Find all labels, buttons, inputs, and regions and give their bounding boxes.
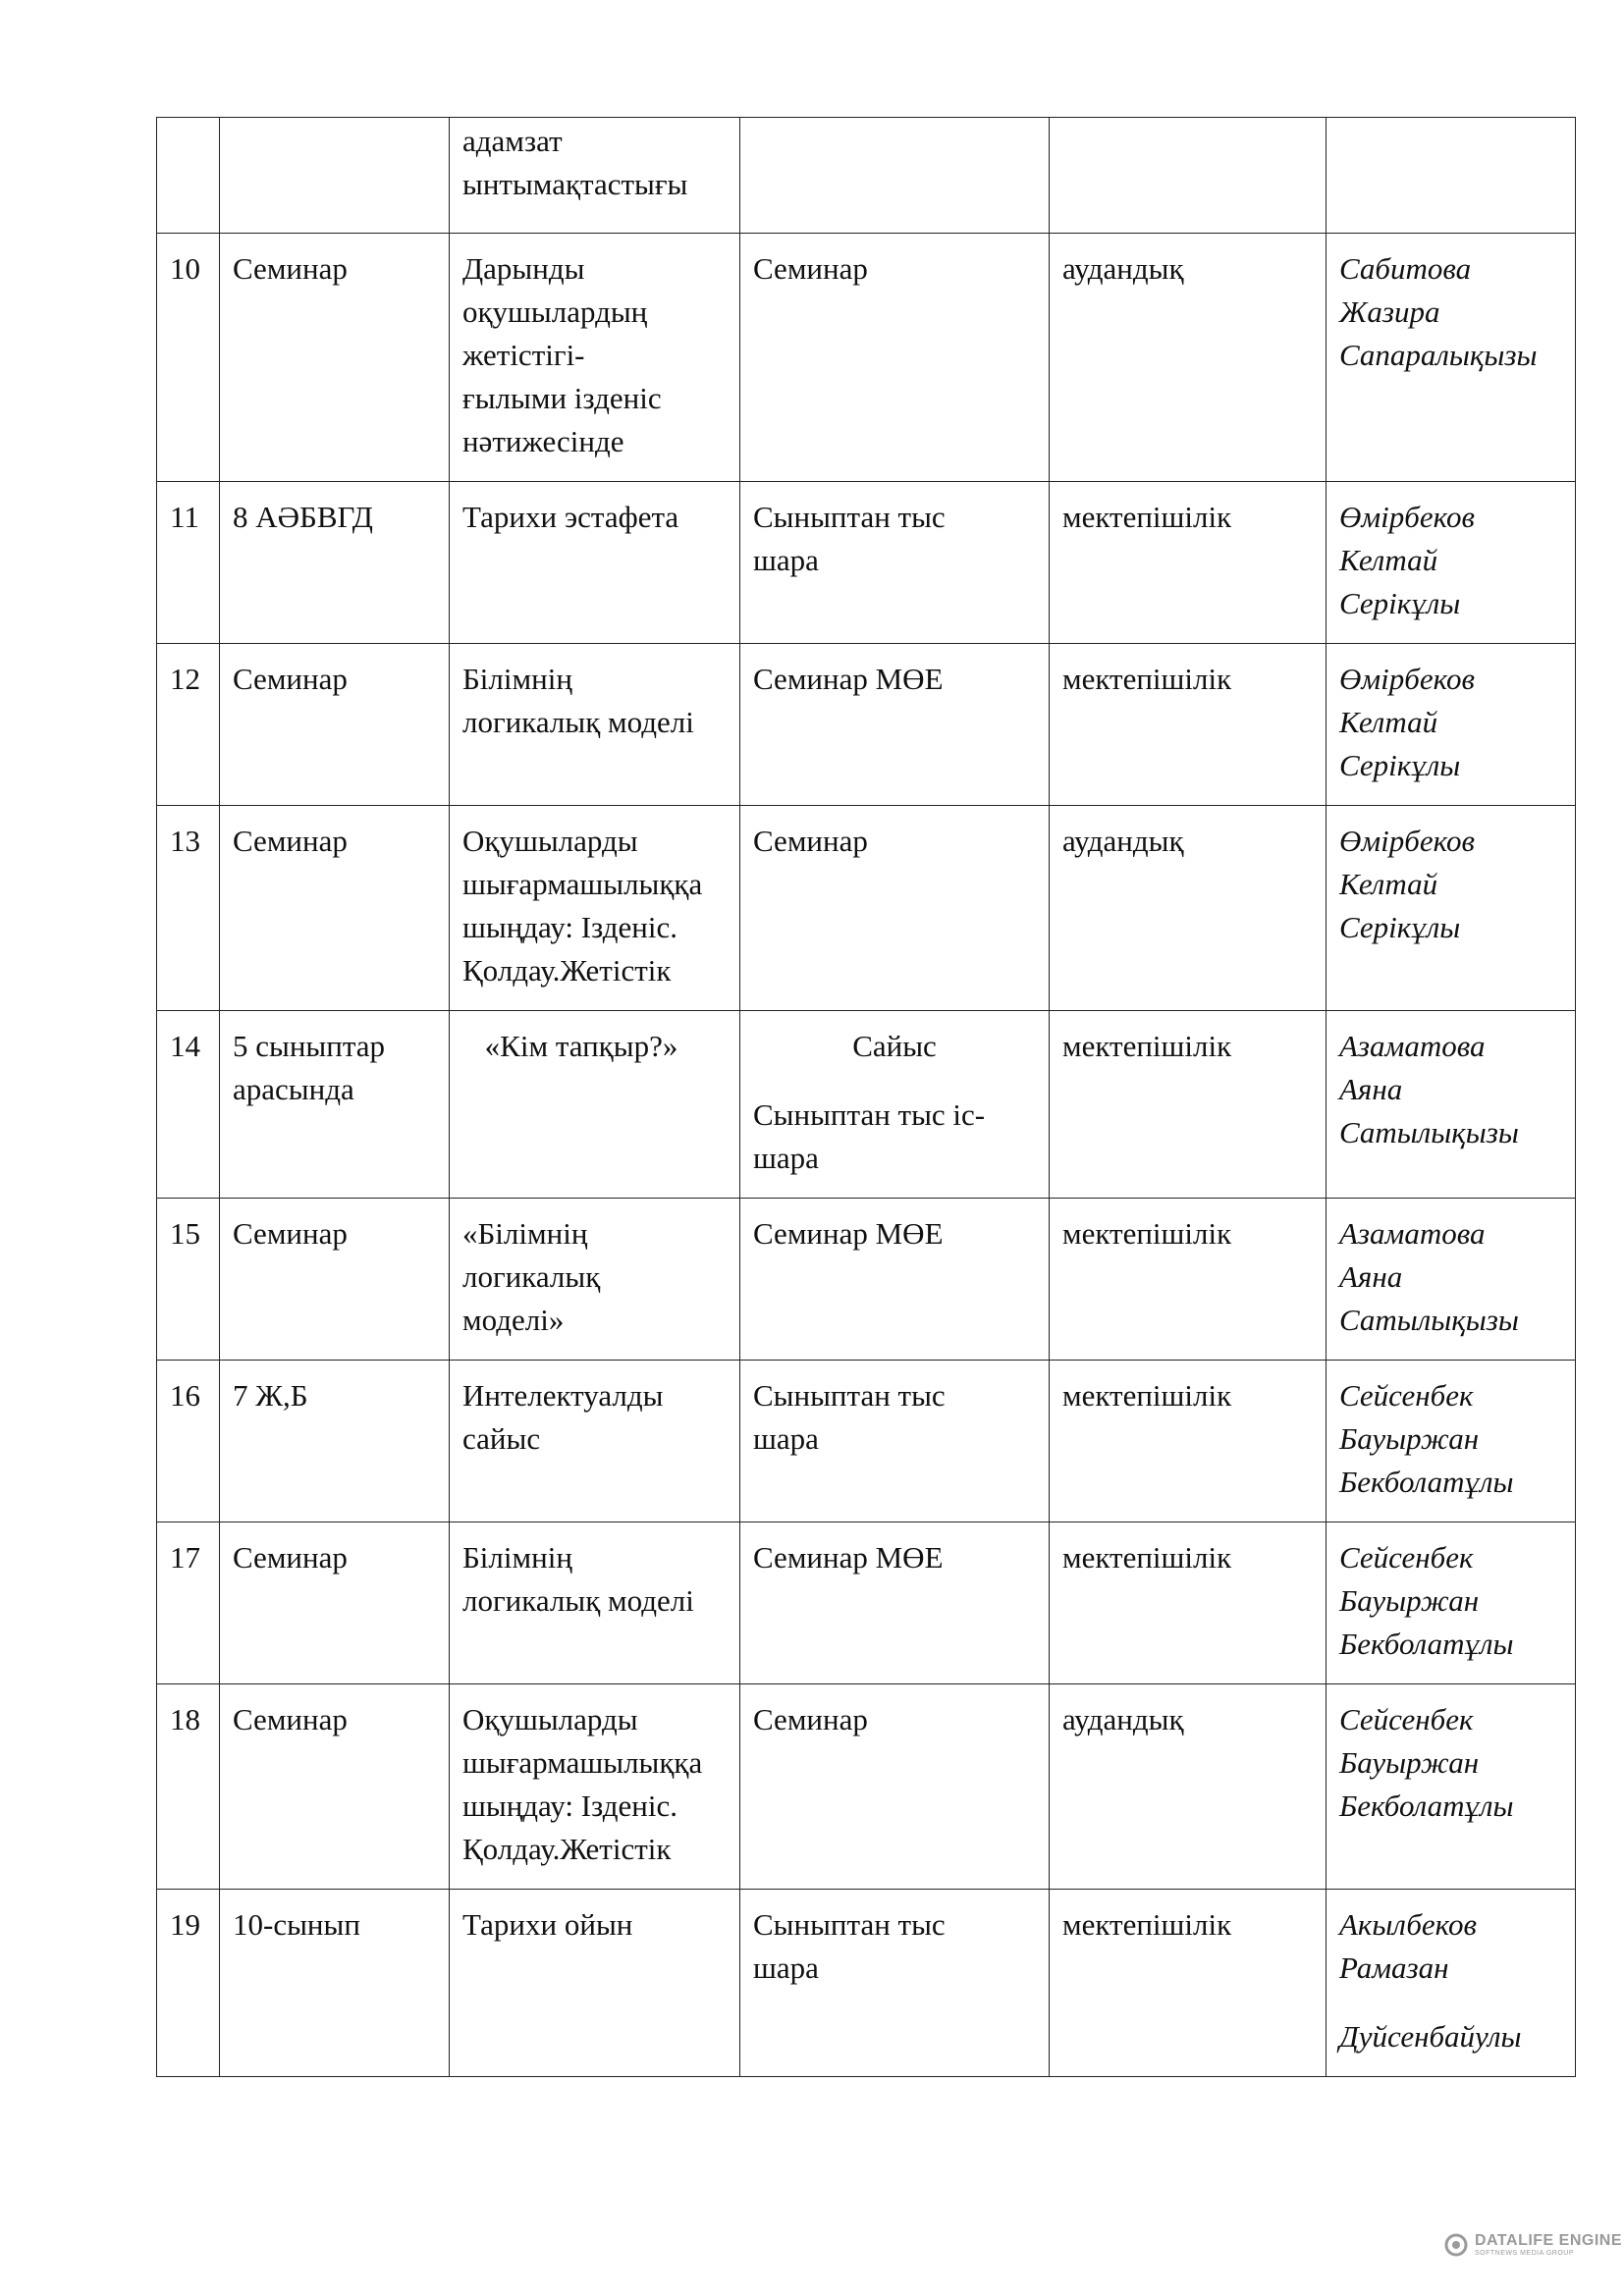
row-level: мектепішілік: [1050, 1011, 1326, 1199]
engine-ring-icon: [1443, 2232, 1469, 2258]
table-row: [157, 1890, 1576, 2077]
row-number: 17: [157, 1522, 220, 1684]
row-number: 11: [157, 482, 220, 644]
table-row: [157, 644, 1576, 806]
row-teacher: Сейсенбек Бауыржан Бекболатұлы: [1326, 1361, 1576, 1522]
row-level: мектепішілік: [1050, 1199, 1326, 1361]
row-level: мектепішілік: [1050, 1890, 1326, 2077]
row-number: 16: [157, 1361, 220, 1522]
watermark-title: DATALIFE ENGINE: [1475, 2231, 1623, 2249]
row-group: Семинар: [220, 1522, 450, 1684]
row-topic: Дарынды оқушылардың жетістігі- ғылыми ізденіс нәтижесінде: [450, 234, 740, 482]
row-group: Семинар: [220, 1684, 450, 1890]
row-teacher: [1326, 118, 1576, 234]
row-type: Семинар: [740, 1684, 1050, 1890]
row-number: 18: [157, 1684, 220, 1890]
row-topic: Оқушыларды шығармашылыққа шыңдау: Ізденіс. Қолдау.Жетістік: [450, 1684, 740, 1890]
row-topic: адамзат ынтымақтастығы: [450, 118, 740, 234]
row-group: Семинар: [220, 234, 450, 482]
row-level: мектепішілік: [1050, 644, 1326, 806]
row-type: Семинар МӨЕ: [740, 644, 1050, 806]
row-teacher: Азаматова Аяна Сатылықызы: [1326, 1011, 1576, 1199]
table-row: [157, 234, 1576, 482]
row-level: мектепішілік: [1050, 1522, 1326, 1684]
table-row: [157, 1361, 1576, 1522]
row-group: Семинар: [220, 644, 450, 806]
table-row: [157, 1011, 1576, 1199]
row-type: Семинар МӨЕ: [740, 1522, 1050, 1684]
row-teacher: Өмірбеков Келтай Серікұлы: [1326, 806, 1576, 1011]
row-type: Семинар: [740, 806, 1050, 1011]
row-type: Сыныптан тыс шара: [740, 1890, 1050, 2077]
row-topic: «Білімнің логикалық моделі»: [450, 1199, 740, 1361]
row-group: 10-сынып: [220, 1890, 450, 2077]
row-type: Семинар: [740, 234, 1050, 482]
events-table: [156, 117, 1576, 2077]
row-number: [157, 118, 220, 234]
row-level: мектепішілік: [1050, 1361, 1326, 1522]
row-topic: Оқушыларды шығармашылыққа шыңдау: Ізденіс. Қолдау.Жетістік: [450, 806, 740, 1011]
row-number: 10: [157, 234, 220, 482]
row-teacher: Азаматова Аяна Сатылықызы: [1326, 1199, 1576, 1361]
row-level: аудандық: [1050, 234, 1326, 482]
row-type: Сайыс Сыныптан тыс іс- шара: [740, 1011, 1050, 1199]
row-level: аудандық: [1050, 1684, 1326, 1890]
row-teacher: Сейсенбек Бауыржан Бекболатұлы: [1326, 1684, 1576, 1890]
row-type: Сыныптан тыс шара: [740, 482, 1050, 644]
row-number: 19: [157, 1890, 220, 2077]
row-topic: Тарихи ойын: [450, 1890, 740, 2077]
row-group: Семинар: [220, 806, 450, 1011]
row-topic: Тарихи эстафета: [450, 482, 740, 644]
row-teacher: Акылбеков Рамазан Дуйсенбайулы: [1326, 1890, 1576, 2077]
row-group: 8 АӘБВГД: [220, 482, 450, 644]
row-teacher: Өмірбеков Келтай Серікұлы: [1326, 644, 1576, 806]
table-row: [157, 1522, 1576, 1684]
row-topic: Білімнің логикалық моделі: [450, 1522, 740, 1684]
watermark-logo: [1443, 2232, 1622, 2258]
table-row: [157, 1199, 1576, 1361]
table-row: [157, 118, 1576, 234]
row-level: мектепішілік: [1050, 482, 1326, 644]
row-teacher: Сабитова Жазира Сапаралықызы: [1326, 234, 1576, 482]
table-row: [157, 806, 1576, 1011]
row-type: Сыныптан тыс шара: [740, 1361, 1050, 1522]
row-group: 7 Ж,Б: [220, 1361, 450, 1522]
row-topic: Білімнің логикалық моделі: [450, 644, 740, 806]
row-topic: «Кім тапқыр?»: [450, 1011, 740, 1199]
table-row: [157, 482, 1576, 644]
row-number: 13: [157, 806, 220, 1011]
row-type: [740, 118, 1050, 234]
row-number: 14: [157, 1011, 220, 1199]
row-group: [220, 118, 450, 234]
row-level: аудандық: [1050, 806, 1326, 1011]
row-group: Семинар: [220, 1199, 450, 1361]
row-number: 12: [157, 644, 220, 806]
row-type: Семинар МӨЕ: [740, 1199, 1050, 1361]
row-teacher: Өмірбеков Келтай Серікұлы: [1326, 482, 1576, 644]
table-row: [157, 1684, 1576, 1890]
row-level: [1050, 118, 1326, 234]
row-topic: Интелектуалды сайыс: [450, 1361, 740, 1522]
row-number: 15: [157, 1199, 220, 1361]
row-group: 5 сыныптар арасында: [220, 1011, 450, 1199]
row-teacher: Сейсенбек Бауыржан Бекболатұлы: [1326, 1522, 1576, 1684]
watermark-subtitle: SOFTNEWS MEDIA GROUP: [1475, 2249, 1575, 2257]
